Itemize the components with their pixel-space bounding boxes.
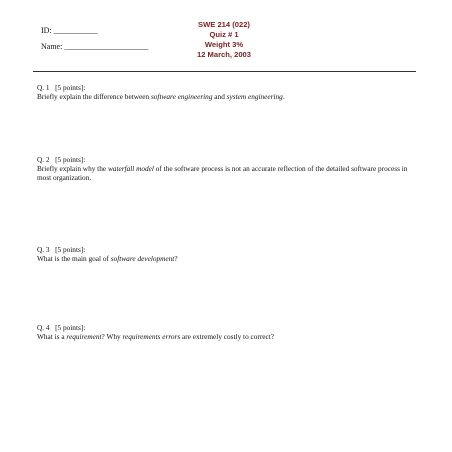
question-number: Q. 2	[37, 155, 50, 164]
name-blank: _____________________	[64, 42, 149, 51]
question-text-part: .	[282, 92, 285, 101]
question-3	[37, 245, 417, 263]
question-text-part: Briefly explain the difference between	[37, 92, 151, 101]
question-points: [5 points]:	[55, 245, 86, 254]
id-label: ID:	[41, 26, 52, 35]
question-number: Q. 1	[37, 83, 50, 92]
quiz-date: 12 March, 2003	[196, 50, 252, 59]
question-term: requirements errors	[122, 332, 181, 341]
question-4	[37, 323, 417, 341]
question-text-part: ?	[174, 254, 178, 263]
question-heading	[37, 245, 417, 254]
quiz-number: Quiz # 1	[209, 30, 239, 39]
question-2	[37, 155, 417, 182]
question-number: Q. 4	[37, 323, 50, 332]
name-field	[41, 42, 148, 51]
question-text	[37, 254, 417, 263]
quiz-weight: Weight 3%	[204, 40, 244, 49]
question-text-part: What is the main goal of	[37, 254, 111, 263]
question-points: [5 points]:	[55, 83, 86, 92]
question-text-part: of the software process is not an accurate reflection of the detailed software process in most organization.	[37, 164, 408, 182]
question-points: [5 points]:	[55, 323, 86, 332]
question-text-part: Briefly explain why the	[37, 164, 108, 173]
question-term: software engineering	[150, 92, 213, 101]
id-field	[41, 26, 98, 35]
question-heading	[37, 323, 417, 332]
question-points: [5 points]:	[55, 155, 86, 164]
header-divider	[33, 71, 416, 72]
question-term: software development	[110, 254, 175, 263]
question-text-part: What is a	[37, 332, 67, 341]
question-term: requirement	[66, 332, 102, 341]
question-1	[37, 83, 417, 101]
question-term: waterfall model	[107, 164, 154, 173]
question-heading	[37, 83, 417, 92]
question-text	[37, 332, 417, 341]
question-number: Q. 3	[37, 245, 50, 254]
question-text-part: are extremely costly to correct?	[180, 332, 275, 341]
quiz-header	[170, 20, 278, 60]
question-heading	[37, 155, 417, 164]
question-text	[37, 92, 417, 101]
course-code: SWE 214 (022)	[198, 20, 250, 29]
question-text-part: ? Why	[101, 332, 123, 341]
question-term: system engineering	[226, 92, 283, 101]
question-text-part: and	[212, 92, 227, 101]
id-blank: ___________	[53, 26, 98, 35]
name-label: Name:	[41, 42, 63, 51]
question-text	[37, 164, 417, 182]
